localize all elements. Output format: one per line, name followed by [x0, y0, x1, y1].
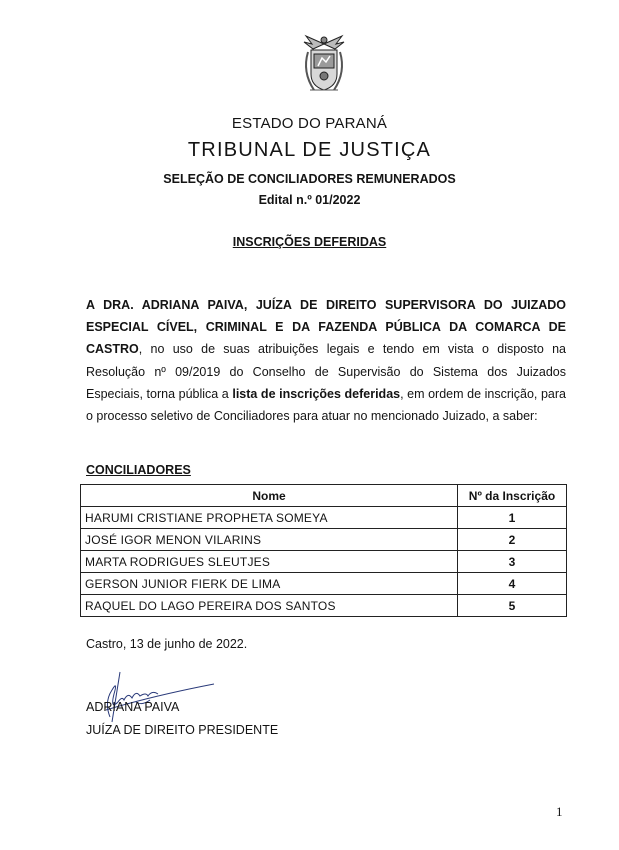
section-title: INSCRIÇÕES DEFERIDAS — [232, 235, 387, 249]
court-name: TRIBUNAL DE JUSTIÇA — [187, 139, 432, 161]
coat-of-arms-icon — [296, 32, 352, 96]
conciliators-table — [80, 484, 567, 617]
table-row — [81, 573, 567, 595]
page-number: 1 — [556, 804, 563, 819]
row-number: 2 — [458, 529, 567, 551]
row-number: 1 — [458, 507, 567, 529]
signature-icon — [92, 662, 222, 724]
edital-number: Edital n.º 01/2022 — [258, 193, 361, 207]
table-row — [81, 529, 567, 551]
row-name: MARTA RODRIGUES SLEUTJES — [81, 551, 458, 573]
row-name: JOSÉ IGOR MENON VILARINS — [81, 529, 458, 551]
table-row — [81, 551, 567, 573]
state-name: ESTADO DO PARANÁ — [231, 115, 388, 132]
header-number: Nº da Inscrição — [458, 485, 567, 507]
header-name: Nome — [81, 485, 458, 507]
row-name: RAQUEL DO LAGO PEREIRA DOS SANTOS — [81, 595, 458, 617]
intro-bold: A DRA. ADRIANA PAIVA, JUÍZA DE DIREITO SUPERVISORA DO JUIZADO ESPECIAL CÍVEL, CRIMINAL E DA FAZENDA PÚBLICA DA COMARCA DE CASTRO — [86, 298, 566, 357]
intro-paragraph — [86, 294, 566, 427]
table-row — [81, 595, 567, 617]
table-caption: CONCILIADORES — [86, 463, 191, 477]
row-name: HARUMI CRISTIANE PROPHETA SOMEYA — [81, 507, 458, 529]
row-name: GERSON JUNIOR FIERK DE LIMA — [81, 573, 458, 595]
signer-title: JUÍZA DE DIREITO PRESIDENTE — [86, 723, 279, 737]
place-date: Castro, 13 de junho de 2022. — [86, 637, 248, 651]
row-number: 4 — [458, 573, 567, 595]
row-number: 3 — [458, 551, 567, 573]
intro-end: , em ordem de inscrição, para o processo seletivo de Conciliadores para atuar no mencionado Juizado, a saber: — [86, 386, 566, 424]
table-row — [81, 507, 567, 529]
row-number: 5 — [458, 595, 567, 617]
selection-title: SELEÇÃO DE CONCILIADORES REMUNERADOS — [163, 172, 456, 186]
intro-highlight: lista de inscrições deferidas — [232, 386, 401, 401]
intro-text: , no uso de suas atribuições legais e tendo em vista o disposto na Resolução nº 09/2019 do Conselho de Supervisão do Sistema dos Juizados Especiais, torna pública a — [86, 342, 566, 401]
table-header-row — [81, 485, 567, 507]
signer-name: ADRIANA PAIVA — [86, 700, 180, 714]
